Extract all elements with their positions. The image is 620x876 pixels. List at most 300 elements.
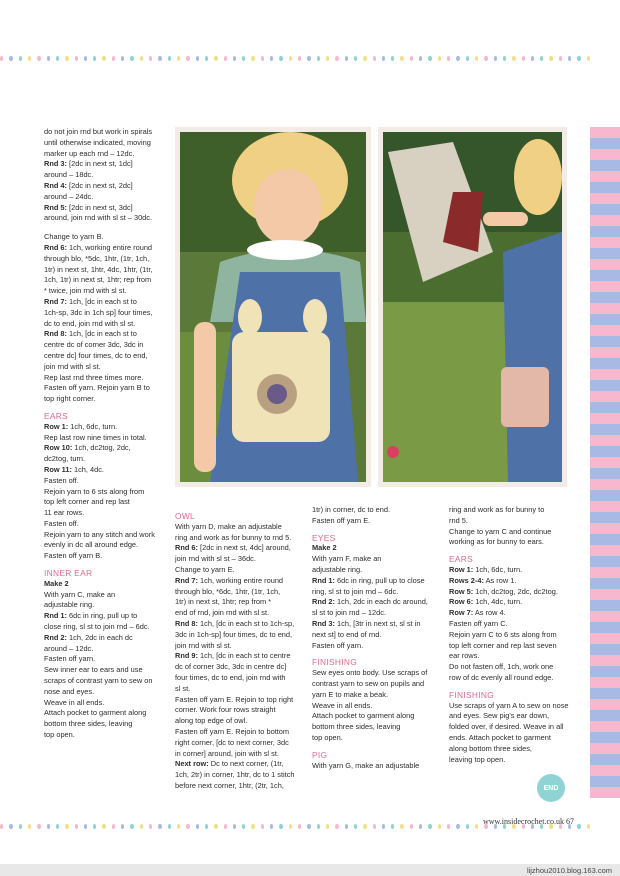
row-label: Row 7:	[449, 608, 474, 618]
border-dot	[93, 824, 96, 829]
pattern-line: Row 1: 1ch, 6dc, turn.	[449, 564, 523, 574]
pattern-line: Row 11: 1ch, 4dc.	[44, 464, 104, 474]
top-dot-border	[0, 56, 590, 66]
border-dot	[242, 824, 245, 829]
pattern-line: Weave in all ends.	[312, 700, 373, 710]
border-dot	[224, 824, 227, 829]
stripe	[590, 182, 620, 193]
border-dot	[484, 56, 487, 61]
border-dot	[75, 824, 78, 829]
text-column-3	[312, 505, 442, 771]
row-label: Rnd 5:	[44, 202, 67, 212]
pattern-line: 1tr) in next st, 1htr, 4dc, 1htr, (1tr,	[44, 264, 153, 274]
pattern-line: Rejoin yarn C to 6 sts along from	[449, 629, 557, 639]
pattern-line: 1ch, 1tr) in next st, 1htr; rep from	[44, 275, 152, 285]
pattern-line: ends. Attach pocket to garment	[449, 732, 551, 742]
border-dot	[307, 824, 310, 829]
section-heading: EARS	[44, 410, 69, 421]
blog-watermark: lijzhou2010.blog.163.com	[526, 866, 612, 875]
row-label: Rnd 1:	[312, 575, 335, 585]
border-dot	[428, 824, 431, 829]
pattern-line: Row 10: 1ch, dc2tog, 2dc,	[44, 443, 131, 453]
border-dot	[587, 56, 590, 61]
stripe	[590, 171, 620, 182]
row-label: Rows 2-4:	[449, 575, 484, 585]
pattern-line: join rnd with sl st.	[175, 640, 232, 650]
pattern-line: centre dc] four times, dc to end,	[44, 350, 148, 360]
border-dot	[354, 56, 357, 61]
page-number: 67	[566, 817, 574, 826]
pattern-line: along top edge of owl.	[175, 716, 248, 726]
border-dot	[373, 824, 376, 829]
border-dot	[522, 56, 525, 61]
stripe	[590, 754, 620, 765]
stripe	[590, 622, 620, 633]
border-dot	[410, 56, 413, 61]
pattern-line: top open.	[44, 730, 75, 740]
stripe	[590, 479, 620, 490]
pattern-line: * twice, join rnd with sl st.	[44, 286, 127, 296]
pattern-line: top right corner.	[44, 394, 96, 404]
pattern-line: dc2tog, turn.	[44, 454, 86, 464]
pattern-line: Rnd 9: 1ch, [dc in each st to centre	[175, 651, 291, 661]
row-label: Next row:	[175, 759, 209, 769]
pattern-line: Rnd 2: 1ch, 2dc in each dc around,	[312, 597, 428, 607]
stripe	[590, 732, 620, 743]
border-dot	[475, 824, 478, 829]
pattern-line: Rnd 6: [2dc in next st, 4dc] around,	[175, 543, 291, 553]
pattern-line: working as for bunny to ears.	[449, 537, 544, 547]
border-dot	[140, 56, 143, 61]
pattern-line: Rnd 7: 1ch, working entire round	[175, 575, 284, 585]
stripe	[590, 237, 620, 248]
pattern-line: top left corner and rep last	[44, 497, 130, 507]
pattern-line: around – 12dc.	[44, 643, 94, 653]
pattern-line: Rnd 2: 1ch, 2dc in each dc	[44, 632, 133, 642]
border-dot	[158, 56, 161, 61]
stripe	[590, 688, 620, 699]
border-dot	[261, 824, 264, 829]
border-dot	[354, 824, 357, 829]
border-dot	[447, 824, 450, 829]
border-dot	[587, 824, 590, 829]
border-dot	[279, 824, 282, 829]
girl-watering-can-illustration	[383, 132, 562, 482]
stripe	[590, 369, 620, 380]
stripe	[590, 710, 620, 721]
pattern-line: Rows 2-4: As row 1.	[449, 575, 517, 585]
border-dot	[577, 824, 580, 829]
border-dot	[186, 824, 189, 829]
pattern-line: Row 7: As row 4.	[449, 608, 506, 618]
pattern-line: Fasten off yarn.	[44, 654, 96, 664]
pattern-line: Rnd 4: [2dc in next st, 2dc]	[44, 180, 133, 190]
stripe	[590, 281, 620, 292]
border-dot	[494, 56, 497, 61]
border-dot	[233, 56, 236, 61]
text-column-2	[175, 505, 305, 792]
photo-bunny-dress	[175, 127, 371, 487]
border-dot	[326, 56, 329, 61]
border-dot	[112, 56, 115, 61]
pattern-line: top open.	[312, 732, 343, 742]
stripe	[590, 358, 620, 369]
row-label: Make 2	[312, 543, 337, 553]
pattern-line: Fasten off yarn E. Rejoin to bottom	[175, 726, 290, 736]
border-dot	[512, 56, 515, 61]
border-dot	[205, 56, 208, 61]
border-dot	[214, 824, 217, 829]
stripe	[590, 435, 620, 446]
border-dot	[9, 56, 12, 61]
stripe	[590, 248, 620, 259]
stripe	[590, 512, 620, 523]
border-dot	[270, 56, 273, 61]
border-dot	[233, 824, 236, 829]
border-dot	[158, 824, 161, 829]
border-dot	[317, 56, 320, 61]
row-label: Rnd 8:	[44, 329, 67, 339]
row-label: Rnd 7:	[175, 575, 198, 585]
pattern-line: sl st.	[175, 683, 191, 693]
pattern-line: Use scraps of yarn A to sew on nose	[449, 700, 569, 710]
border-dot	[345, 824, 348, 829]
pattern-line: through blo, *6dc, 1htr, (1tr, 1ch,	[175, 586, 281, 596]
pattern-line: Change to yarn C and continue	[449, 526, 552, 536]
border-dot	[410, 824, 413, 829]
border-dot	[37, 824, 40, 829]
border-dot	[419, 824, 422, 829]
row-label: Rnd 3:	[44, 159, 67, 169]
pattern-line: top left corner and rep last seven	[449, 640, 557, 650]
pattern-line: 11 ear rows.	[44, 508, 85, 518]
border-dot	[363, 56, 366, 61]
border-dot	[84, 824, 87, 829]
border-dot	[382, 824, 385, 829]
row-label: Rnd 2:	[312, 597, 335, 607]
stripe	[590, 402, 620, 413]
paragraph-gap	[44, 224, 169, 232]
row-label: Rnd 6:	[175, 543, 198, 553]
stripe	[590, 556, 620, 567]
pattern-line: adjustable ring.	[312, 564, 363, 574]
border-dot	[568, 56, 571, 61]
border-dot	[261, 56, 264, 61]
border-dot	[373, 56, 376, 61]
pattern-line: four times, dc to end, join rnd with	[175, 672, 286, 682]
pattern-line: Rejoin yarn to 6 sts along from	[44, 486, 145, 496]
border-dot	[28, 824, 31, 829]
row-label: Row 1:	[44, 421, 69, 431]
row-label: Rnd 4:	[44, 180, 67, 190]
pattern-line: dc to end, join rnd with sl st.	[44, 318, 136, 328]
border-dot	[93, 56, 96, 61]
border-dot	[419, 56, 422, 61]
border-dot	[65, 824, 68, 829]
border-dot	[9, 824, 12, 829]
row-label: Rnd 1:	[44, 611, 67, 621]
border-dot	[345, 56, 348, 61]
pattern-line: Next row: Dc to next corner, (1tr,	[175, 759, 284, 769]
border-dot	[47, 56, 50, 61]
pattern-line: Rnd 5: [2dc in next st, 3dc]	[44, 202, 133, 212]
pattern-line: adjustable ring.	[44, 600, 95, 610]
pattern-line: Fasten off yarn. Rejoin yarn B to	[44, 383, 150, 393]
girl-bunny-illustration	[180, 132, 366, 482]
row-label: Row 11:	[44, 464, 72, 474]
stripe	[590, 193, 620, 204]
stripe	[590, 446, 620, 457]
pattern-line: Fasten off.	[44, 475, 79, 485]
border-dot	[214, 56, 217, 61]
pattern-line: marker up each rnd – 12dc.	[44, 148, 135, 158]
border-dot	[140, 824, 143, 829]
stripe	[590, 292, 620, 303]
footer	[483, 817, 574, 826]
border-dot	[251, 56, 254, 61]
border-dot	[242, 56, 245, 61]
section-heading: FINISHING	[312, 657, 358, 668]
border-dot	[540, 56, 543, 61]
pattern-line: dc of corner 3dc, 3dc in centre dc]	[175, 662, 287, 672]
stripe	[590, 270, 620, 281]
border-dot	[102, 56, 105, 61]
pattern-line: and eyes. Sew pig's ear down,	[449, 711, 550, 721]
pattern-line: Row 1: 1ch, 6dc, turn.	[44, 421, 118, 431]
pattern-line: Change to yarn B.	[44, 232, 104, 242]
row-label: Rnd 2:	[44, 632, 67, 642]
pattern-line	[312, 543, 442, 554]
border-dot	[47, 824, 50, 829]
pattern-line: 1tr) in next st, 1htr; rep from *	[175, 597, 272, 607]
border-dot	[19, 56, 22, 61]
stripe	[590, 534, 620, 545]
pattern-line: rnd 5.	[449, 515, 468, 525]
pattern-line: Rnd 3: 1ch, [3tr in next st, sl st in	[312, 618, 421, 628]
pattern-line: next st] to end of rnd.	[312, 629, 382, 639]
pattern-line: Attach pocket to garment along	[312, 711, 415, 721]
stripe	[590, 490, 620, 501]
stripe	[590, 226, 620, 237]
pattern-line: Rep last row nine times in total.	[44, 432, 147, 442]
stripe	[590, 501, 620, 512]
border-dot	[317, 824, 320, 829]
border-dot	[298, 824, 301, 829]
pattern-line: yarn E to make a beak.	[312, 689, 388, 699]
end-badge: END	[537, 774, 565, 802]
stripe	[590, 666, 620, 677]
border-dot	[56, 824, 59, 829]
stripe	[590, 149, 620, 160]
pattern-line: Rnd 8: 1ch, [dc in each st to 1ch-sp,	[175, 618, 295, 628]
border-dot	[531, 56, 534, 61]
pattern-line: ring and work as for bunny to	[449, 505, 545, 514]
border-dot	[289, 824, 292, 829]
border-dot	[205, 824, 208, 829]
border-dot	[549, 56, 552, 61]
stripe	[590, 314, 620, 325]
pattern-line: in corner] around, join with sl st.	[175, 748, 279, 758]
row-label: Rnd 7:	[44, 296, 67, 306]
pattern-line: Row 6: 1ch, 4dc, turn.	[449, 597, 523, 607]
border-dot	[326, 824, 329, 829]
footer-url: www.insidecrochet.co.uk	[482, 817, 564, 826]
pattern-line: 3dc in 1ch-sp] four times, dc to end,	[175, 629, 293, 639]
stripe	[590, 413, 620, 424]
pattern-line: sl st to join rnd – 12dc.	[312, 608, 386, 618]
pattern-line: With yarn G, make an adjustable	[312, 760, 420, 770]
pattern-line: 1ch, 2tr) in corner, 1htr, dc to 1 stitch	[175, 770, 295, 780]
pattern-line: folded over, if desired. Weave in all	[449, 722, 564, 732]
pattern-line: ring, sl st to join rnd – 6dc.	[312, 586, 399, 596]
border-dot	[279, 56, 282, 61]
pattern-line: centre dc of corner 3dc, 3dc in	[44, 340, 144, 350]
photo-watering-can	[378, 127, 567, 487]
pattern-line: Do not fasten off, 1ch, work one	[449, 662, 554, 672]
stripe	[590, 677, 620, 688]
pattern-line: Rnd 7: 1ch, [dc in each st to	[44, 296, 137, 306]
stripe	[590, 578, 620, 589]
border-dot	[0, 56, 3, 61]
border-dot	[37, 56, 40, 61]
border-dot	[307, 56, 310, 61]
border-dot	[130, 824, 133, 829]
row-label: Rnd 8:	[175, 618, 198, 628]
pattern-line: Row 5: 1ch, dc2tog, 2dc, dc2tog.	[449, 586, 558, 596]
stripe	[590, 160, 620, 171]
border-dot	[186, 56, 189, 61]
border-dot	[177, 56, 180, 61]
stripe	[590, 699, 620, 710]
pattern-line	[44, 579, 169, 590]
pattern-line: evenly in dc all around edge.	[44, 540, 139, 550]
pattern-line: Fasten off yarn B.	[44, 551, 103, 561]
stripe	[590, 127, 620, 138]
border-dot	[177, 824, 180, 829]
border-dot	[391, 56, 394, 61]
border-dot	[400, 824, 403, 829]
pattern-line: Rep last rnd three times more.	[44, 372, 144, 382]
border-dot	[168, 824, 171, 829]
border-dot	[149, 824, 152, 829]
border-dot	[149, 56, 152, 61]
stripe	[590, 204, 620, 215]
pattern-line: end of rnd, join rnd with sl st.	[175, 608, 270, 618]
pattern-line: Rnd 1: 6dc in ring, pull up to	[44, 611, 138, 621]
stripe	[590, 655, 620, 666]
border-dot	[466, 56, 469, 61]
border-dot	[363, 824, 366, 829]
pattern-line: right corner, [dc to next corner, 3dc	[175, 737, 289, 747]
border-dot	[577, 56, 580, 61]
border-dot	[0, 824, 3, 829]
section-heading: OWL	[175, 511, 195, 521]
border-dot	[121, 824, 124, 829]
border-dot	[382, 56, 385, 61]
pattern-line: Weave in all ends.	[44, 697, 105, 707]
pattern-line: before next corner, 1htr, (2tr, 1ch,	[175, 780, 284, 790]
pattern-line: ring and work as for bunny to rnd 5.	[175, 532, 292, 542]
text-column-4	[449, 505, 579, 765]
pattern-line: With yarn F, make an	[312, 554, 382, 564]
text-column-1	[44, 127, 169, 741]
right-stripe-strip	[590, 127, 620, 800]
row-label: Row 5:	[449, 586, 474, 596]
border-dot	[438, 56, 441, 61]
row-label: Make 2	[44, 578, 69, 588]
border-dot	[196, 824, 199, 829]
border-dot	[447, 56, 450, 61]
border-dot	[335, 56, 338, 61]
pattern-line: Fasten off yarn E. Rejoin to top right	[175, 694, 294, 704]
pattern-line: Fasten off yarn.	[312, 640, 364, 650]
border-dot	[428, 56, 431, 61]
border-dot	[121, 56, 124, 61]
pattern-line: Rnd 8: 1ch, [dc in each st to	[44, 329, 137, 339]
border-dot	[475, 56, 478, 61]
pattern-line: scraps of contrast yarn to sew on	[44, 676, 153, 686]
border-dot	[251, 824, 254, 829]
pattern-line: ear rows.	[449, 651, 480, 661]
border-dot	[456, 56, 459, 61]
stripe	[590, 424, 620, 435]
pattern-line: leaving top open.	[449, 754, 506, 764]
stripe	[590, 336, 620, 347]
stripe	[590, 545, 620, 556]
border-dot	[130, 56, 133, 61]
pattern-line: Change to yarn E.	[175, 564, 235, 574]
pattern-line: With yarn D, make an adjustable	[175, 521, 282, 531]
stripe	[590, 391, 620, 402]
border-dot	[75, 56, 78, 61]
pattern-line: Attach pocket to garment along	[44, 708, 147, 718]
border-dot	[168, 56, 171, 61]
pattern-line: around – 24dc.	[44, 191, 94, 201]
section-heading: PIG	[312, 749, 328, 760]
border-dot	[196, 56, 199, 61]
border-dot	[503, 56, 506, 61]
stripe	[590, 303, 620, 314]
border-dot	[65, 56, 68, 61]
row-label: Rnd 6:	[44, 242, 67, 252]
pattern-line: around – 18dc.	[44, 170, 94, 180]
stripe	[590, 589, 620, 600]
stripe	[590, 325, 620, 336]
stripe	[590, 787, 620, 798]
pattern-line: do not join rnd but work in spirals	[44, 127, 153, 136]
pattern-line: With yarn C, make an	[44, 589, 116, 599]
pattern-line: Rnd 3: [2dc in next st, 1dc]	[44, 159, 133, 169]
stripe	[590, 600, 620, 611]
border-dot	[335, 824, 338, 829]
pattern-line: 1ch-sp, 3dc in 1ch sp] four times,	[44, 307, 153, 317]
stripe	[590, 468, 620, 479]
pattern-line: close ring, sl st to join rnd – 6dc.	[44, 622, 150, 632]
row-label: Rnd 9:	[175, 651, 198, 661]
border-dot	[224, 56, 227, 61]
pattern-line: Rnd 1: 6dc in ring, pull up to close	[312, 575, 425, 585]
pattern-line: Fasten off yarn E.	[312, 515, 371, 525]
border-dot	[456, 824, 459, 829]
border-dot	[102, 824, 105, 829]
pattern-line: until otherwise indicated, moving	[44, 137, 151, 147]
pattern-line: through blo, *5dc, 1htr, (1tr, 1ch,	[44, 253, 150, 263]
border-dot	[19, 824, 22, 829]
border-dot	[391, 824, 394, 829]
stripe	[590, 457, 620, 468]
border-dot	[270, 824, 273, 829]
stripe	[590, 644, 620, 655]
